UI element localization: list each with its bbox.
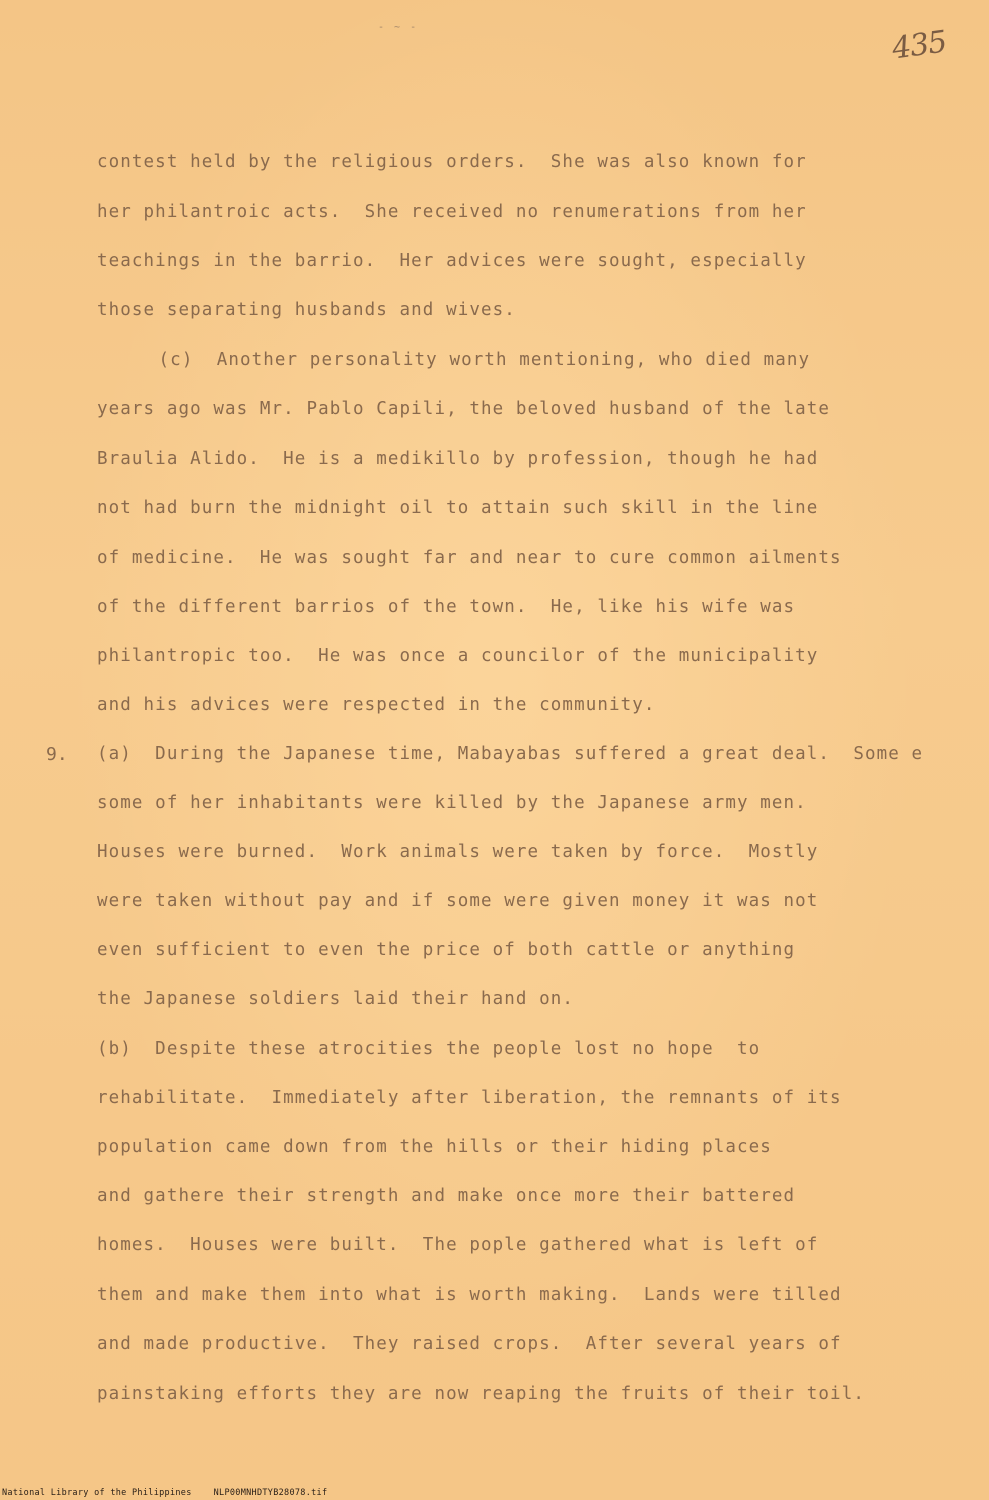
text-line-3: teachings in the barrio. Her advices were sought, especially	[97, 251, 807, 271]
text-line-15: Houses were burned. Work animals were taken by force. Mostly	[97, 842, 819, 862]
text-line-23: homes. Houses were built. The pople gathered what is left of	[97, 1235, 819, 1255]
text-line-12: and his advices were respected in the community.	[97, 695, 656, 715]
text-line-5: (c) Another personality worth mentioning, who died many	[112, 350, 811, 370]
text-line-24: them and make them into what is worth making. Lands were tilled	[97, 1285, 842, 1305]
top-mark: - ~ -	[378, 22, 419, 33]
footer-filename: NLP00MNHDTYB28078.tif	[213, 1488, 328, 1498]
text-line-10: of the different barrios of the town. He, like his wife was	[97, 597, 796, 617]
text-line-21: population came down from the hills or their hiding places	[97, 1137, 772, 1157]
text-line-8: not had burn the midnight oil to attain such skill in the line	[97, 498, 819, 518]
handwritten-page-number: 435	[889, 24, 949, 67]
text-line-1: contest held by the religious orders. She was also known for	[97, 152, 807, 172]
text-line-22: and gathere their strength and make once more their battered	[97, 1186, 796, 1206]
text-line-26: painstaking efforts they are now reaping the fruits of their toil.	[97, 1384, 865, 1404]
scan-footer	[2, 1488, 327, 1498]
text-line-4: those separating husbands and wives.	[97, 300, 516, 320]
text-line-16: were taken without pay and if some were given money it was not	[97, 891, 819, 911]
text-line-6: years ago was Mr. Pablo Capili, the beloved husband of the late	[97, 399, 831, 419]
text-line-25: and made productive. They raised crops. After several years of	[97, 1334, 842, 1354]
text-line-2: her philantroic acts. She received no renumerations from her	[97, 202, 807, 222]
footer-library: National Library of the Philippines	[2, 1488, 192, 1498]
text-line-13: (a) During the Japanese time, Mabayabas suffered a great deal. Some e	[97, 744, 924, 764]
text-line-17: even sufficient to even the price of both cattle or anything	[97, 940, 796, 960]
item-number: 9.	[46, 744, 68, 765]
text-line-19: (b) Despite these atrocities the people lost no hope to	[97, 1039, 761, 1059]
text-line-20: rehabilitate. Immediately after liberation, the remnants of its	[97, 1088, 842, 1108]
text-line-9: of medicine. He was sought far and near to cure common ailments	[97, 548, 842, 568]
text-line-18: the Japanese soldiers laid their hand on.	[97, 989, 575, 1009]
text-line-11: philantropic too. He was once a councilor of the municipality	[97, 646, 819, 666]
text-line-14: some of her inhabitants were killed by the Japanese army men.	[97, 793, 807, 813]
text-line-7: Braulia Alido. He is a medikillo by profession, though he had	[97, 449, 819, 469]
